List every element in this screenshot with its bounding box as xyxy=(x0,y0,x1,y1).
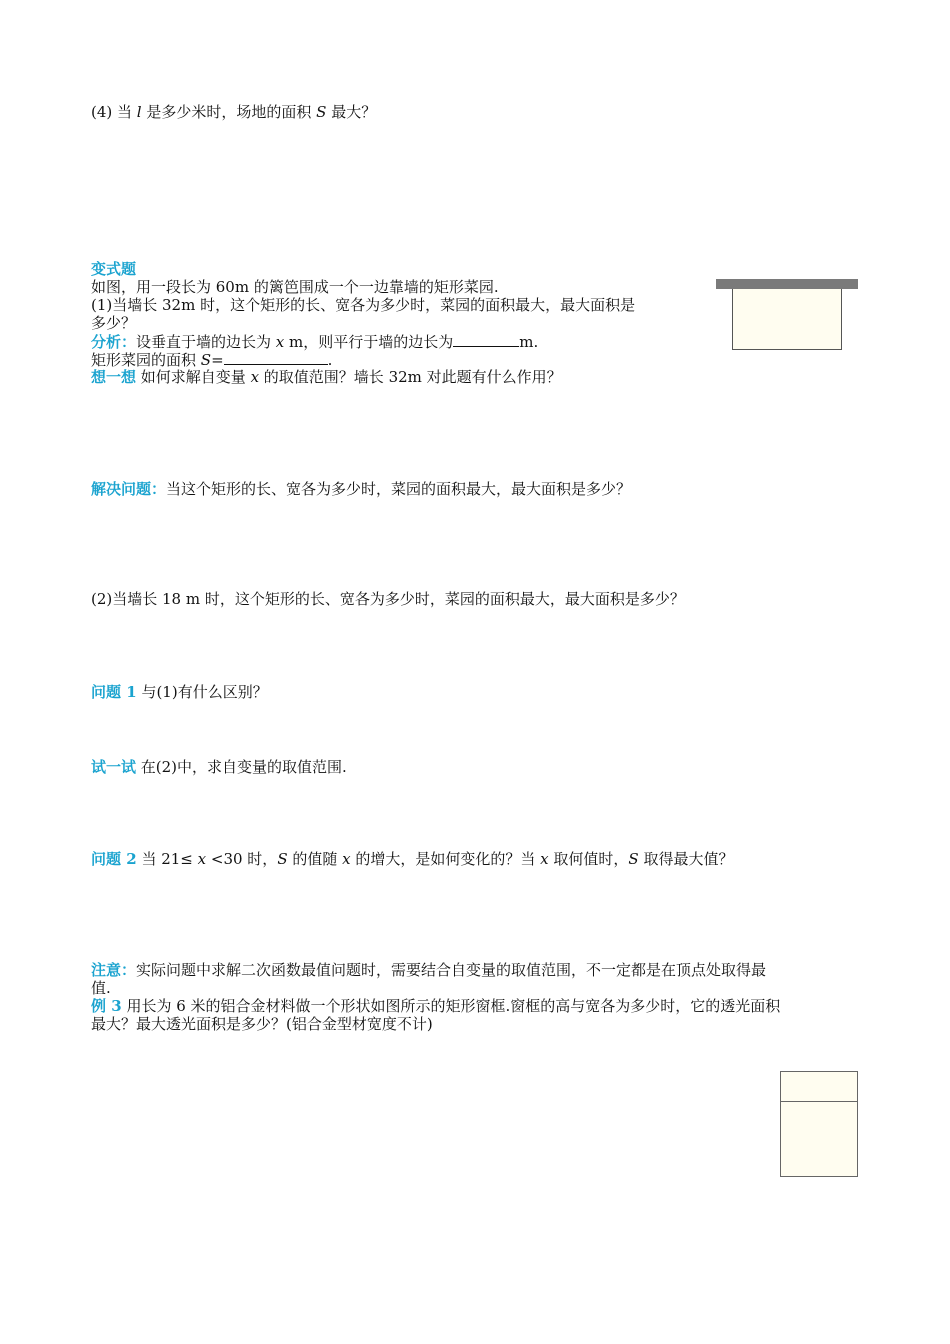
analysis-line xyxy=(91,332,538,351)
var-x: x xyxy=(275,333,285,351)
solve-line xyxy=(91,480,631,498)
p2-text-1: 当 21≤ xyxy=(136,850,198,868)
analysis-text-1: 设垂直于墙的边长为 xyxy=(136,333,276,351)
note-text-1: 实际问题中求解二次函数最值问题时，需要结合自变量的取值范围，不一定都是在顶点处取得最 xyxy=(136,961,767,979)
think-line xyxy=(91,368,562,386)
area-line xyxy=(91,350,332,369)
think-text-2: 的取值范围？墙长 32m 对此题有什么作用？ xyxy=(259,368,562,386)
var-x: x xyxy=(250,368,260,386)
problem-1-line xyxy=(91,683,268,701)
variant-line-2: (1)当墙长 32m 时，这个矩形的长、宽各为多少时，菜园的面积最大，最大面积是 xyxy=(91,296,636,314)
analysis-text-2: m，则平行于墙的边长为 xyxy=(284,333,454,351)
question-4 xyxy=(91,103,376,121)
q4-text-3: 最大？ xyxy=(326,103,377,121)
var-s: S xyxy=(277,850,288,868)
p2-text-6: 取得最大值？ xyxy=(638,850,734,868)
var-s: S xyxy=(316,103,327,121)
problem-1-text: 与(1)有什么区别？ xyxy=(136,683,268,701)
example-3-text-1: 用长为 6 米的铝合金材料做一个形状如图所示的矩形窗框.窗框的高与宽各为多少时，它的透光面积 xyxy=(121,997,781,1015)
window-frame-diagram xyxy=(780,1071,858,1177)
try-label: 试一试 xyxy=(91,758,137,776)
variant-line-1: 如图，用一段长为 60m 的篱笆围成一个一边靠墙的矩形菜园. xyxy=(91,278,499,296)
example-3-line-1 xyxy=(91,997,780,1015)
area-text: 矩形菜园的面积 xyxy=(91,351,201,369)
var-s: S xyxy=(200,351,212,369)
analysis-label: 分析： xyxy=(91,333,137,351)
analysis-end: m. xyxy=(519,333,539,351)
example-3-line-2: 最大？最大透光面积是多少？(铝合金型材宽度不计) xyxy=(91,1015,433,1033)
q4-text-2: 是多少米时，场地的面积 xyxy=(141,103,317,121)
equals-sign: = xyxy=(211,351,224,369)
q4-text-1: (4) 当 xyxy=(91,103,137,121)
p2-text-5: 取何值时， xyxy=(548,850,629,868)
try-text: 在(2)中，求自变量的取值范围. xyxy=(136,758,347,776)
problem-1-label: 问题 1 xyxy=(91,683,137,701)
answer-blank-1[interactable] xyxy=(453,332,519,347)
answer-blank-2[interactable] xyxy=(224,350,328,365)
note-line-1 xyxy=(91,961,766,979)
garden-rectangle xyxy=(732,289,842,350)
var-x: x xyxy=(197,850,207,868)
variant-line-3: 多少？ xyxy=(91,314,137,332)
part-2-line: (2)当墙长 18 m 时，这个矩形的长、宽各为多少时，菜园的面积最大，最大面积是多少？ xyxy=(91,590,685,608)
var-x: x xyxy=(540,850,549,868)
variant-heading: 变式题 xyxy=(91,260,137,278)
p2-text-3: 的值随 xyxy=(287,850,343,868)
var-x: x xyxy=(342,850,351,868)
solve-text: 当这个矩形的长、宽各为多少时，菜园的面积最大，最大面积是多少？ xyxy=(166,480,632,498)
p2-text-2: <30 时， xyxy=(206,850,278,868)
solve-label: 解决问题： xyxy=(91,480,167,498)
note-line-2: 值. xyxy=(91,979,111,997)
var-s: S xyxy=(628,850,639,868)
p2-text-4: 的增大，是如何变化的？当 xyxy=(350,850,541,868)
area-end: . xyxy=(327,351,333,369)
example-3-label: 例 3 xyxy=(91,997,122,1015)
think-text-1: 如何求解自变量 xyxy=(136,368,251,386)
think-label: 想一想 xyxy=(91,368,137,386)
problem-2-label: 问题 2 xyxy=(91,850,137,868)
note-label: 注意： xyxy=(91,961,137,979)
problem-2-line xyxy=(91,850,733,868)
window-crossbar xyxy=(781,1101,857,1102)
garden-diagram xyxy=(716,279,858,352)
try-line xyxy=(91,758,347,776)
var-l: l xyxy=(136,103,142,121)
wall-shape xyxy=(716,279,858,289)
